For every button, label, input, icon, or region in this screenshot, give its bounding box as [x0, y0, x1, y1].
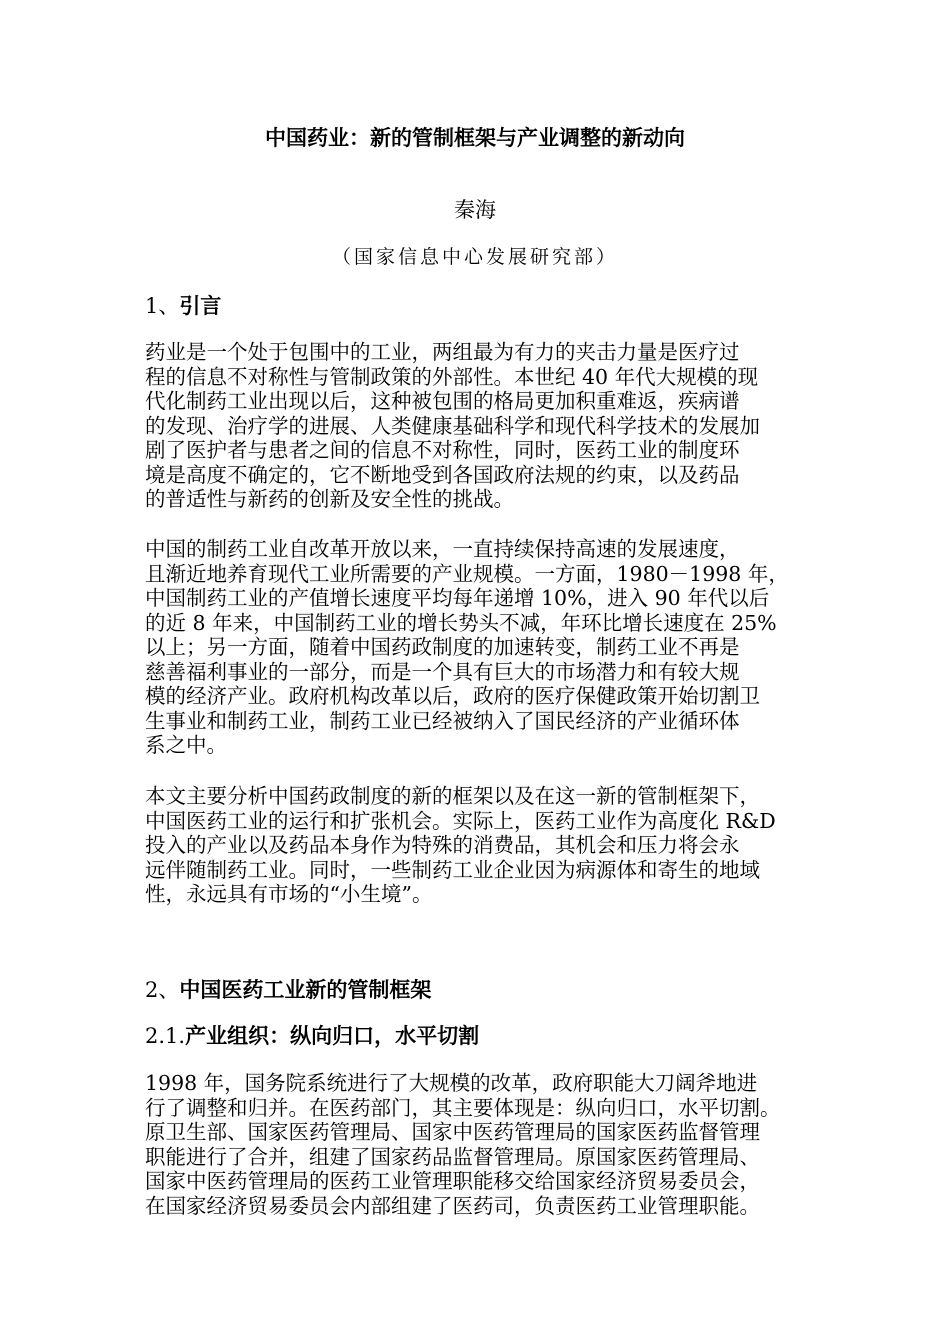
text-line: 的普适性与新药的创新及安全性的挑战。	[145, 487, 514, 511]
text-line: 以上；另一方面，随着中国药政制度的加速转变，制药工业不再是	[145, 635, 740, 659]
text-line: 投入的产业以及药品本身作为特殊的消费品，其机会和压力将会永	[145, 833, 740, 857]
section-number: 2.1.	[145, 1024, 186, 1048]
text-line: 境是高度不确定的，它不断地受到各国政府法规的约束，以及药品	[145, 462, 740, 487]
paragraph-intro-3	[145, 784, 825, 907]
text-line: 中国的制药工业自改革开放以来，一直持续保持高速的发展速度，	[145, 537, 740, 561]
text-line: 慈善福利事业的一部分，而是一个具有巨大的市场潜力和有较大规	[145, 659, 740, 684]
text-line: 在国家经济贸易委员会内部组建了医药司，负责医药工业管理职能。	[145, 1193, 760, 1218]
paragraph-framework-1	[145, 1071, 825, 1218]
section-number: 2、	[145, 978, 180, 1002]
text-line: 代化制药工业出现以后，这种被包围的格局更加积重难返，疾病谱	[145, 389, 740, 413]
text-line: 中国制药工业的产值增长速度平均每年递增 10%，进入 90 年代以后	[145, 586, 770, 610]
text-line: 远伴随制药工业。同时，一些制药工业企业因为病源体和寄生的地域	[145, 857, 760, 882]
document-title: 中国药业：新的管制框架与产业调整的新动向	[265, 126, 685, 150]
author-name: 秦海	[454, 198, 496, 222]
text-line: 系之中。	[145, 733, 227, 757]
author-affiliation: （国家信息中心发展研究部）	[331, 246, 618, 268]
text-line: 国家中医药管理局的医药工业管理职能移交给国家经济贸易委员会，	[145, 1169, 760, 1193]
section-title: 引言	[179, 294, 222, 318]
text-line: 模的经济产业。政府机构改革以后，政府的医疗保健政策开始切割卫	[145, 684, 760, 708]
section-number: 1、	[145, 294, 180, 318]
subsection-heading-org	[145, 1022, 825, 1050]
paragraph-intro-1	[145, 340, 825, 512]
text-line: 程的信息不对称性与管制政策的外部性。本世纪 40 年代大规模的现	[145, 364, 759, 389]
paragraph-intro-2	[145, 537, 825, 758]
text-line: 药业是一个处于包围中的工业，两组最为有力的夹击力量是医疗过	[145, 340, 740, 364]
text-line: 本文主要分析中国药政制度的新的框架以及在这一新的管制框架下，	[145, 784, 760, 808]
text-line: 生事业和制药工业，制药工业已经被纳入了国民经济的产业循环体	[145, 708, 740, 733]
text-line: 且渐近地养育现代工业所需要的产业规模。一方面，1980－1998 年，	[145, 561, 789, 586]
text-line: 职能进行了合并，组建了国家药品监督管理局。原国家医药管理局、	[145, 1144, 760, 1169]
text-line: 剧了医护者与患者之间的信息不对称性，同时，医药工业的制度环	[145, 438, 740, 462]
section-title: 产业组织：纵向归口，水平切割	[185, 1024, 480, 1048]
section-heading-framework	[145, 976, 825, 1004]
text-line: 行了调整和归并。在医药部门，其主要体现是：纵向归口，水平切割。	[145, 1095, 781, 1120]
text-line: 性，永远具有市场的“小生境”。	[145, 882, 433, 906]
section-title: 中国医药工业新的管制框架	[179, 978, 432, 1002]
text-line: 中国医药工业的运行和扩张机会。实际上，医药工业作为高度化 R&D	[145, 808, 776, 833]
text-line: 的近 8 年来，中国制药工业的增长势头不减，年环比增长速度在 25%	[145, 610, 777, 635]
section-heading-intro	[145, 292, 825, 320]
text-line: 原卫生部、国家医药管理局、国家中医药管理局的国家医药监督管理	[145, 1120, 760, 1144]
text-line: 1998 年，国务院系统进行了大规模的改革，政府职能大刀阔斧地进	[145, 1071, 758, 1095]
text-line: 的发现、治疗学的进展、人类健康基础科学和现代科学技术的发展加	[145, 413, 760, 438]
